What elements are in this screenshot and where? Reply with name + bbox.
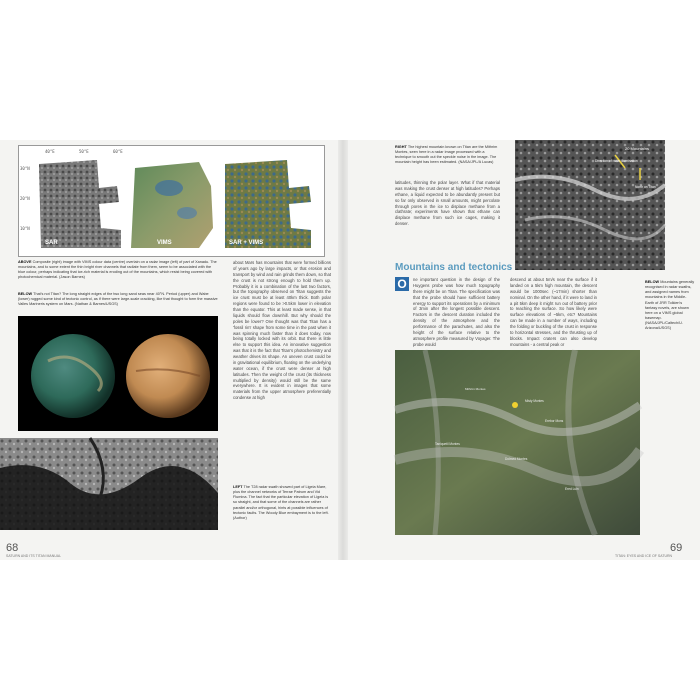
caption-text: Mountains generally recognised in radar swaths, and assigned names from mountains in the Middle-Earth of JRR Tolkien's fantasy novels, are shown here on a VIMS global basemap. (NASA/JPL/Caltech/U. Arizona/USGS) xyxy=(645,280,695,331)
caption-lead: BELOW xyxy=(645,280,660,284)
map-label: Dolmed Montes xyxy=(505,457,528,461)
composite-panel-image xyxy=(223,158,313,250)
ligeia-radar-swath-image xyxy=(0,438,218,530)
radar-vims-figure xyxy=(18,145,325,257)
dropcap: O xyxy=(395,277,409,291)
page-number: 69 xyxy=(670,542,683,554)
lon-tick: 40°E xyxy=(45,149,55,154)
lat-tick: 20°N xyxy=(20,196,30,201)
north-annotation: North on Titan xyxy=(635,185,656,189)
caption-text: That's not Titan? The long straight edges of the two long sand seas near 40°N. Period (upper) and Wabe (lower) rugged some kind of tectonic control, as if there were large-scale cracking, like that thought to form the massive Valles Marineris system on Mars. (Nathan & Barnes/USGS) xyxy=(18,292,218,307)
caption-left xyxy=(233,485,331,521)
map-label: Misty Montes xyxy=(525,399,544,403)
right-page xyxy=(345,140,700,560)
lat-tick: 30°N xyxy=(20,166,30,171)
map-label: Taniquetil Montes xyxy=(435,442,460,446)
caption-lead: RIGHT xyxy=(395,145,407,149)
body-text-column: about Mars has mountains that were formed billions of years ago by large impacts, or that erosion and transport by wind and rain grinds them down, so that the crust is not strong enough to hold them up. Probably it is a combination of the last two factors, but the topography observed on Titan suggests the ice crust must be at least 40km thick. Both polar regions were found to be >0.5km lower in elevation than the equator. This at least made sense, in that liquids should flow downhill. But why should the poles be lower? One thought was that Titan has a 'fossil rim' shape from some time in the past when it was spinning much faster than it does today, now being totally locked with its orbit. But there is little else to support this idea. An innovative suggestion was that it is the fact that Titan's photochemistry and weather drives its shape. An uneven crust could be in gravitational equilibrium, floating on the underlying water ocean, if the crust were denser at high latitudes. Then the weight of the crust (its thickness multiplied by density) would still be the same everywhere. It is evident in images that some materials from the upper atmosphere preferentially condense at high xyxy=(233,260,331,401)
titan-global-mountain-map xyxy=(395,350,640,535)
vims-panel-image xyxy=(129,158,215,250)
lon-tick: 50°E xyxy=(79,149,89,154)
vims-label: VIMS xyxy=(157,240,172,246)
caption-below xyxy=(18,292,218,307)
caption-above xyxy=(18,260,218,281)
running-footer: TITAN: EYES AND ICE OF SATURN xyxy=(615,554,673,558)
mountains-annotation: 20 Mountains xyxy=(625,146,650,151)
page-number: 68 xyxy=(6,542,19,554)
body-text-column-a: ne important question in the design of the Huygens probe was how much topography there might be on Titan. The specification was that the probe should have sufficient battery energy to support its operations by a minimum of 3min after the longest possible descent. Factors in the descent duration included the density of the atmosphere and the performance of the parachutes, and also the height of the surface relative to the atmosphere profile measured by Voyager. The probe would xyxy=(413,277,500,347)
caption-lead: ABOVE xyxy=(18,260,32,264)
section-title: Mountains and tectonics xyxy=(395,262,513,273)
body-text-column-b: descend at about 5m/s near the surface if it landed on a 5km high mountain, the descent would be 1000sec (~17min) shorter than nominal. On the other hand, if it were to land in a pit 5km deep it might run out of battery prior to reaching the surface. So how likely were surface elevations of ~5km, etc? Mountains can be made in a number of ways, including the folding or buckling of the crust in response to horizontal stresses, and the thrusting up of blocks. Impact craters can also develop mountains - a central peak or xyxy=(510,277,597,347)
map-label: Erebor Mons xyxy=(545,419,564,423)
sar-label: SAR xyxy=(45,240,58,246)
book-spread xyxy=(0,140,700,560)
composite-label: SAR + VIMS xyxy=(229,240,264,246)
illumination-annotation: Direction of radar illumination xyxy=(595,159,638,163)
left-page xyxy=(0,140,340,560)
caption-text: The highest mountain known on Titan are the Mithrim Montes, seen here in a radar image processed with a technique to smooth out the speckle noise in the image. The mountain height has been estimated. (NASA/JPL/A Lucas) xyxy=(395,145,498,165)
body-text-column-top: latitudes, thinning the polar layer. What if that material was making the crust denser at high latitudes? Perhaps ethane, a liquid expected to be abundantly present but so far only observed in small amounts, might percolate through pores in the ice to displace methane from a clathrate; experiments have shown that ethane can displace methane from such ice cages, making it denser. xyxy=(395,180,500,227)
map-label: Mithrim Montes xyxy=(465,387,486,391)
map-label: Ered Luin xyxy=(565,487,579,491)
caption-right-below xyxy=(645,280,695,331)
lon-tick: 60°E xyxy=(113,149,123,154)
mithrim-montes-radar-image xyxy=(515,140,665,270)
titan-mars-comparison-image xyxy=(18,316,218,431)
lat-tick: 10°N xyxy=(20,226,30,231)
caption-lead: BELOW xyxy=(18,292,33,296)
caption-text: The T28 radar swath showed part of Ligeia Mare, plus the channel networks of Terrae Patrum and Vid Flumina. The fact that the particular elevation of Ligeia is so straight, and that some of the channels are rather parallel and/or orthogonal, hints at possible influences of tectonic faults. The Woody Blue embayment is to the left. (Author) xyxy=(233,485,329,520)
caption-lead: LEFT xyxy=(233,485,243,489)
caption-text: Composite (right) image with VIMS colour data (centre) overlain on a radar image (left) of part of Xanadu. The mountains, and to some extent the thin bright river channels that radiate from them, seem to be associated with the blue colour, perhaps indicating that ice-rich material is eroding out of the mountains, which resist being covered with photochemical material. (Jason Barnes) xyxy=(18,260,217,280)
running-footer: SATURN AND ITS TITAN MANUAL xyxy=(6,554,62,558)
sar-panel-image xyxy=(37,158,123,250)
caption-right-top xyxy=(395,145,500,166)
